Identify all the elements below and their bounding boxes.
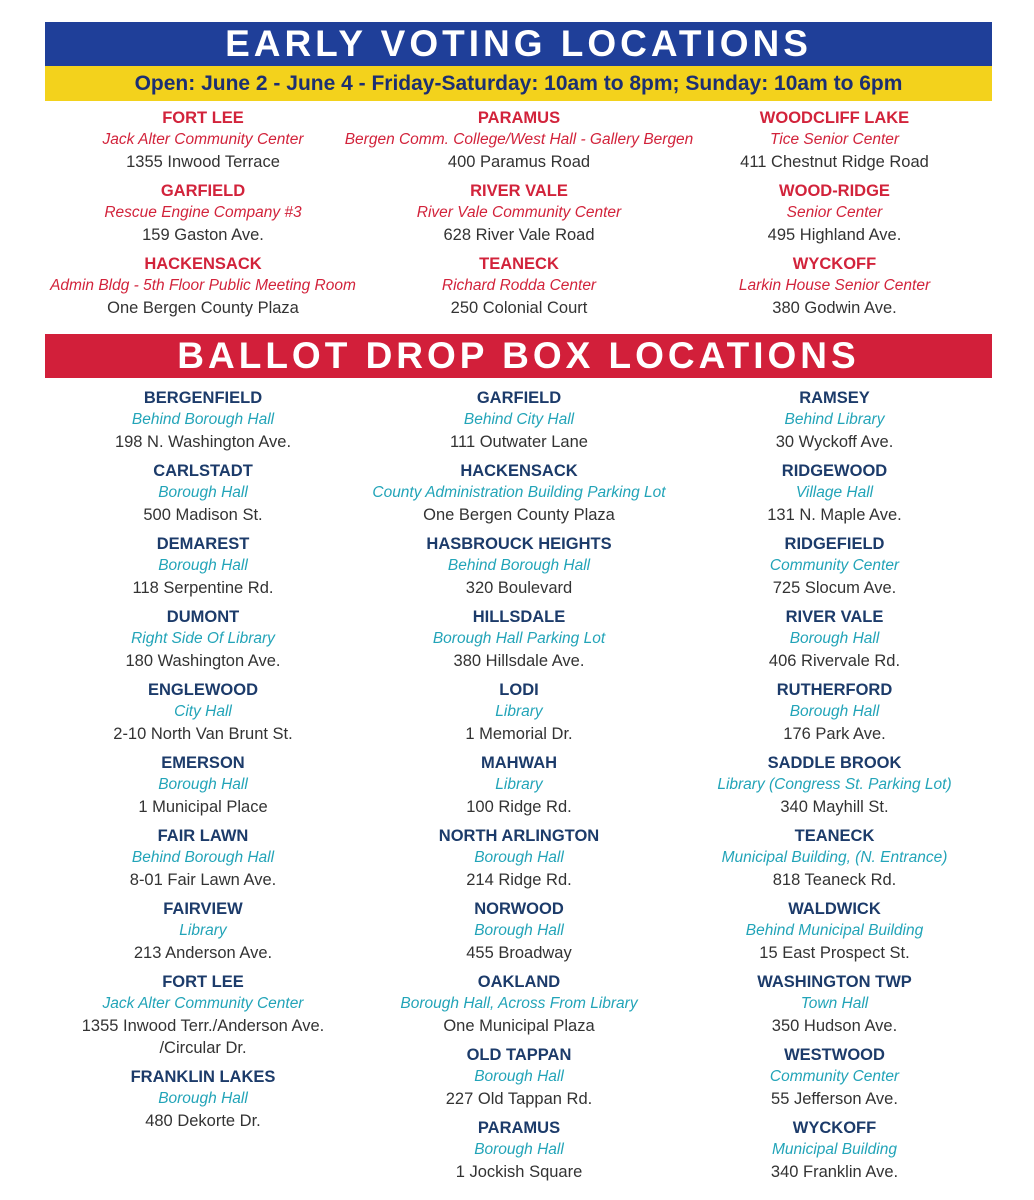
location-city: FORT LEE	[162, 973, 244, 991]
location-city: DUMONT	[166, 608, 240, 626]
drop-box-column	[45, 387, 361, 1190]
location-city: NORTH ARLINGTON	[438, 827, 600, 845]
location-address: 628 River Vale Road	[443, 226, 595, 244]
location-city: OLD TAPPAN	[466, 1046, 572, 1064]
location-city: MAHWAH	[480, 754, 558, 772]
location-venue: Behind Municipal Building	[745, 922, 924, 939]
location-venue: River Vale Community Center	[416, 204, 622, 221]
early-voting-location	[345, 107, 694, 180]
location-venue: Jack Alter Community Center	[102, 131, 304, 148]
location-address: 8-01 Fair Lawn Ave.	[129, 871, 277, 889]
location-city: EMERSON	[161, 754, 245, 772]
location-address: 214 Ridge Rd.	[466, 871, 572, 889]
drop-box-location	[769, 606, 900, 672]
location-city: FRANKLIN LAKES	[130, 1068, 276, 1086]
early-voting-column	[45, 107, 361, 326]
drop-box-location	[450, 387, 588, 453]
location-city: HACKENSACK	[460, 462, 578, 480]
location-city: WESTWOOD	[784, 1046, 885, 1064]
drop-box-location	[372, 460, 665, 526]
location-city: NORWOOD	[474, 900, 564, 918]
early-voting-location	[104, 180, 301, 253]
early-voting-location	[442, 253, 596, 326]
location-city: RIDGEFIELD	[784, 535, 885, 553]
location-city: WASHINGTON TWP	[757, 973, 912, 991]
location-city: LODI	[499, 681, 539, 699]
location-city: FAIR LAWN	[157, 827, 249, 845]
drop-box-column	[361, 387, 677, 1190]
drop-box-location	[113, 679, 292, 745]
location-venue: Library	[179, 922, 227, 939]
location-venue: Municipal Building	[772, 1141, 897, 1158]
location-address: 118 Serpentine Rd.	[132, 579, 274, 597]
location-venue: Jack Alter Community Center	[102, 995, 304, 1012]
early-voting-title: EARLY VOTING LOCATIONS	[45, 22, 992, 66]
location-venue: Bergen Comm. College/West Hall - Gallery Bergen	[344, 131, 694, 148]
location-city: PARAMUS	[477, 1119, 561, 1137]
location-venue: Richard Rodda Center	[441, 277, 597, 294]
drop-box-location	[465, 679, 572, 745]
location-address: 340 Franklin Ave.	[770, 1163, 899, 1181]
location-address: 455 Broadway	[466, 944, 572, 962]
drop-box-location	[466, 898, 572, 964]
location-address: 340 Mayhill St.	[780, 798, 889, 816]
location-venue: Borough Hall	[789, 703, 880, 720]
location-address: 1355 Inwood Terrace	[126, 153, 280, 171]
location-venue: Borough Hall	[158, 484, 248, 501]
location-city: HACKENSACK	[144, 255, 262, 273]
early-voting-location	[768, 180, 902, 253]
location-city: TEANECK	[794, 827, 875, 845]
drop-box-location	[125, 606, 280, 672]
location-city: DEMAREST	[156, 535, 250, 553]
location-city: RAMSEY	[799, 389, 870, 407]
location-venue: Borough Hall	[474, 922, 564, 939]
drop-box-location	[131, 1066, 276, 1132]
location-address: 131 N. Maple Ave.	[767, 506, 902, 524]
location-venue: Community Center	[769, 1068, 900, 1085]
location-address: One Bergen County Plaza	[423, 506, 615, 524]
location-address: 250 Colonial Court	[450, 299, 588, 317]
drop-box-location	[446, 1044, 592, 1110]
location-address: 380 Godwin Ave.	[772, 299, 897, 317]
drop-box-location	[757, 971, 912, 1037]
location-address: 1 Memorial Dr.	[465, 725, 573, 743]
early-voting-location	[739, 253, 930, 326]
location-city: FAIRVIEW	[163, 900, 243, 918]
location-address-continued: /Circular Dr.	[159, 1039, 247, 1057]
location-venue: Borough Hall, Across From Library	[400, 995, 638, 1012]
early-voting-location	[50, 253, 356, 326]
drop-box-location	[466, 752, 572, 818]
location-address: 111 Outwater Lane	[450, 433, 588, 451]
drop-box-title: BALLOT DROP BOX LOCATIONS	[45, 334, 992, 378]
early-voting-column	[677, 107, 992, 326]
location-city: BERGENFIELD	[143, 389, 263, 407]
location-city: RIDGEWOOD	[781, 462, 888, 480]
location-venue: Library (Congress St. Parking Lot)	[717, 776, 952, 793]
drop-box-location	[776, 387, 894, 453]
location-venue: Borough Hall	[474, 849, 564, 866]
location-city: CARLSTADT	[153, 462, 253, 480]
location-venue: Borough Hall	[158, 557, 248, 574]
location-address: 350 Hudson Ave.	[771, 1017, 898, 1035]
location-city: WOODCLIFF LAKE	[759, 109, 910, 127]
location-address: One Municipal Plaza	[443, 1017, 595, 1035]
drop-box-grid	[45, 387, 992, 1190]
location-address: 725 Slocum Ave.	[772, 579, 897, 597]
location-venue: Rescue Engine Company #3	[104, 204, 302, 221]
early-voting-column	[344, 107, 694, 326]
location-city: PARAMUS	[477, 109, 561, 127]
location-address: 495 Highland Ave.	[767, 226, 902, 244]
drop-box-location	[82, 971, 324, 1059]
location-address: 320 Boulevard	[465, 579, 573, 597]
location-city: RUTHERFORD	[776, 681, 893, 699]
location-address: 55 Jefferson Ave.	[771, 1090, 898, 1108]
location-city: HASBROUCK HEIGHTS	[426, 535, 612, 553]
drop-box-location	[439, 825, 599, 891]
drop-box-location	[133, 533, 274, 599]
location-venue: Community Center	[769, 557, 900, 574]
drop-box-location	[400, 971, 637, 1037]
drop-box-location	[433, 606, 605, 672]
drop-box-location	[130, 825, 276, 891]
location-address: 1355 Inwood Terr./Anderson Ave.	[81, 1017, 325, 1035]
location-venue: Senior Center	[786, 204, 883, 221]
location-city: FORT LEE	[162, 109, 244, 127]
location-venue: Behind Borough Hall	[131, 411, 275, 428]
location-address: 30 Wyckoff Ave.	[775, 433, 894, 451]
location-venue: Municipal Building, (N. Entrance)	[721, 849, 948, 866]
location-venue: Behind Borough Hall	[131, 849, 275, 866]
location-venue: Borough Hall	[474, 1068, 564, 1085]
location-venue: Library	[495, 703, 543, 720]
location-venue: Tice Senior Center	[769, 131, 900, 148]
early-voting-location	[417, 180, 621, 253]
location-venue: Borough Hall	[158, 776, 248, 793]
drop-box-column	[677, 387, 992, 1190]
location-address: 380 Hillsdale Ave.	[453, 652, 585, 670]
location-venue: Right Side Of Library	[131, 630, 275, 647]
drop-box-location	[767, 460, 902, 526]
location-address: 400 Paramus Road	[447, 153, 591, 171]
drop-box-location	[770, 533, 899, 599]
location-address: 100 Ridge Rd.	[466, 798, 572, 816]
location-venue: Behind Borough Hall	[447, 557, 591, 574]
location-address: 227 Old Tappan Rd.	[445, 1090, 593, 1108]
location-city: WYCKOFF	[792, 1119, 877, 1137]
location-address: 500 Madison St.	[143, 506, 263, 524]
location-venue: Village Hall	[795, 484, 874, 501]
location-address: 2-10 North Van Brunt St.	[113, 725, 293, 743]
location-address: 213 Anderson Ave.	[133, 944, 273, 962]
location-city: WYCKOFF	[792, 255, 877, 273]
location-city: TEANECK	[479, 255, 559, 273]
drop-box-location	[771, 1117, 898, 1183]
location-address: 159 Gaston Ave.	[142, 226, 264, 244]
location-venue: City Hall	[174, 703, 232, 720]
early-voting-location	[103, 107, 304, 180]
location-city: WOOD-RIDGE	[779, 182, 890, 200]
location-address: One Bergen County Plaza	[107, 299, 299, 317]
location-address: 1 Jockish Square	[455, 1163, 583, 1181]
location-city: HILLSDALE	[472, 608, 566, 626]
drop-box-location	[426, 533, 611, 599]
location-city: RIVER VALE	[470, 182, 568, 200]
location-venue: Library	[495, 776, 543, 793]
location-city: ENGLEWOOD	[148, 681, 258, 699]
location-venue: Behind City Hall	[463, 411, 575, 428]
location-venue: Borough Hall	[474, 1141, 564, 1158]
location-city: WALDWICK	[788, 900, 881, 918]
early-voting-location	[740, 107, 929, 180]
drop-box-location	[746, 898, 924, 964]
location-venue: County Administration Building Parking Lot	[372, 484, 666, 501]
location-venue: Larkin House Senior Center	[738, 277, 931, 294]
location-city: GARFIELD	[476, 389, 562, 407]
location-address: 198 N. Washington Ave.	[114, 433, 292, 451]
location-venue: Town Hall	[800, 995, 869, 1012]
drop-box-location	[143, 460, 262, 526]
location-city: GARFIELD	[160, 182, 246, 200]
location-address: 15 East Prospect St.	[759, 944, 910, 962]
location-city: RIVER VALE	[785, 608, 884, 626]
location-address: 406 Rivervale Rd.	[768, 652, 901, 670]
drop-box-location	[134, 898, 272, 964]
location-address: 1 Municipal Place	[138, 798, 268, 816]
location-venue: Behind Library	[784, 411, 885, 428]
location-address: 818 Teaneck Rd.	[772, 871, 897, 889]
early-voting-hours: Open: June 2 - June 4 - Friday-Saturday: 10am to 8pm; Sunday: 10am to 6pm	[45, 66, 992, 101]
location-city: OAKLAND	[477, 973, 561, 991]
drop-box-location	[115, 387, 291, 453]
location-venue: Borough Hall	[789, 630, 880, 647]
drop-box-location	[722, 825, 948, 891]
location-venue: Borough Hall	[158, 1090, 248, 1107]
location-venue: Admin Bldg - 5th Floor Public Meeting Room	[50, 277, 356, 294]
location-address: 180 Washington Ave.	[125, 652, 281, 670]
location-city: SADDLE BROOK	[767, 754, 902, 772]
early-voting-grid	[45, 107, 992, 326]
location-address: 480 Dekorte Dr.	[145, 1112, 261, 1130]
drop-box-location	[717, 752, 951, 818]
location-address: 176 Park Ave.	[783, 725, 886, 743]
drop-box-location	[777, 679, 893, 745]
drop-box-location	[770, 1044, 899, 1110]
location-venue: Borough Hall Parking Lot	[432, 630, 606, 647]
drop-box-location	[138, 752, 267, 818]
location-address: 411 Chestnut Ridge Road	[740, 153, 929, 171]
drop-box-location	[456, 1117, 583, 1183]
